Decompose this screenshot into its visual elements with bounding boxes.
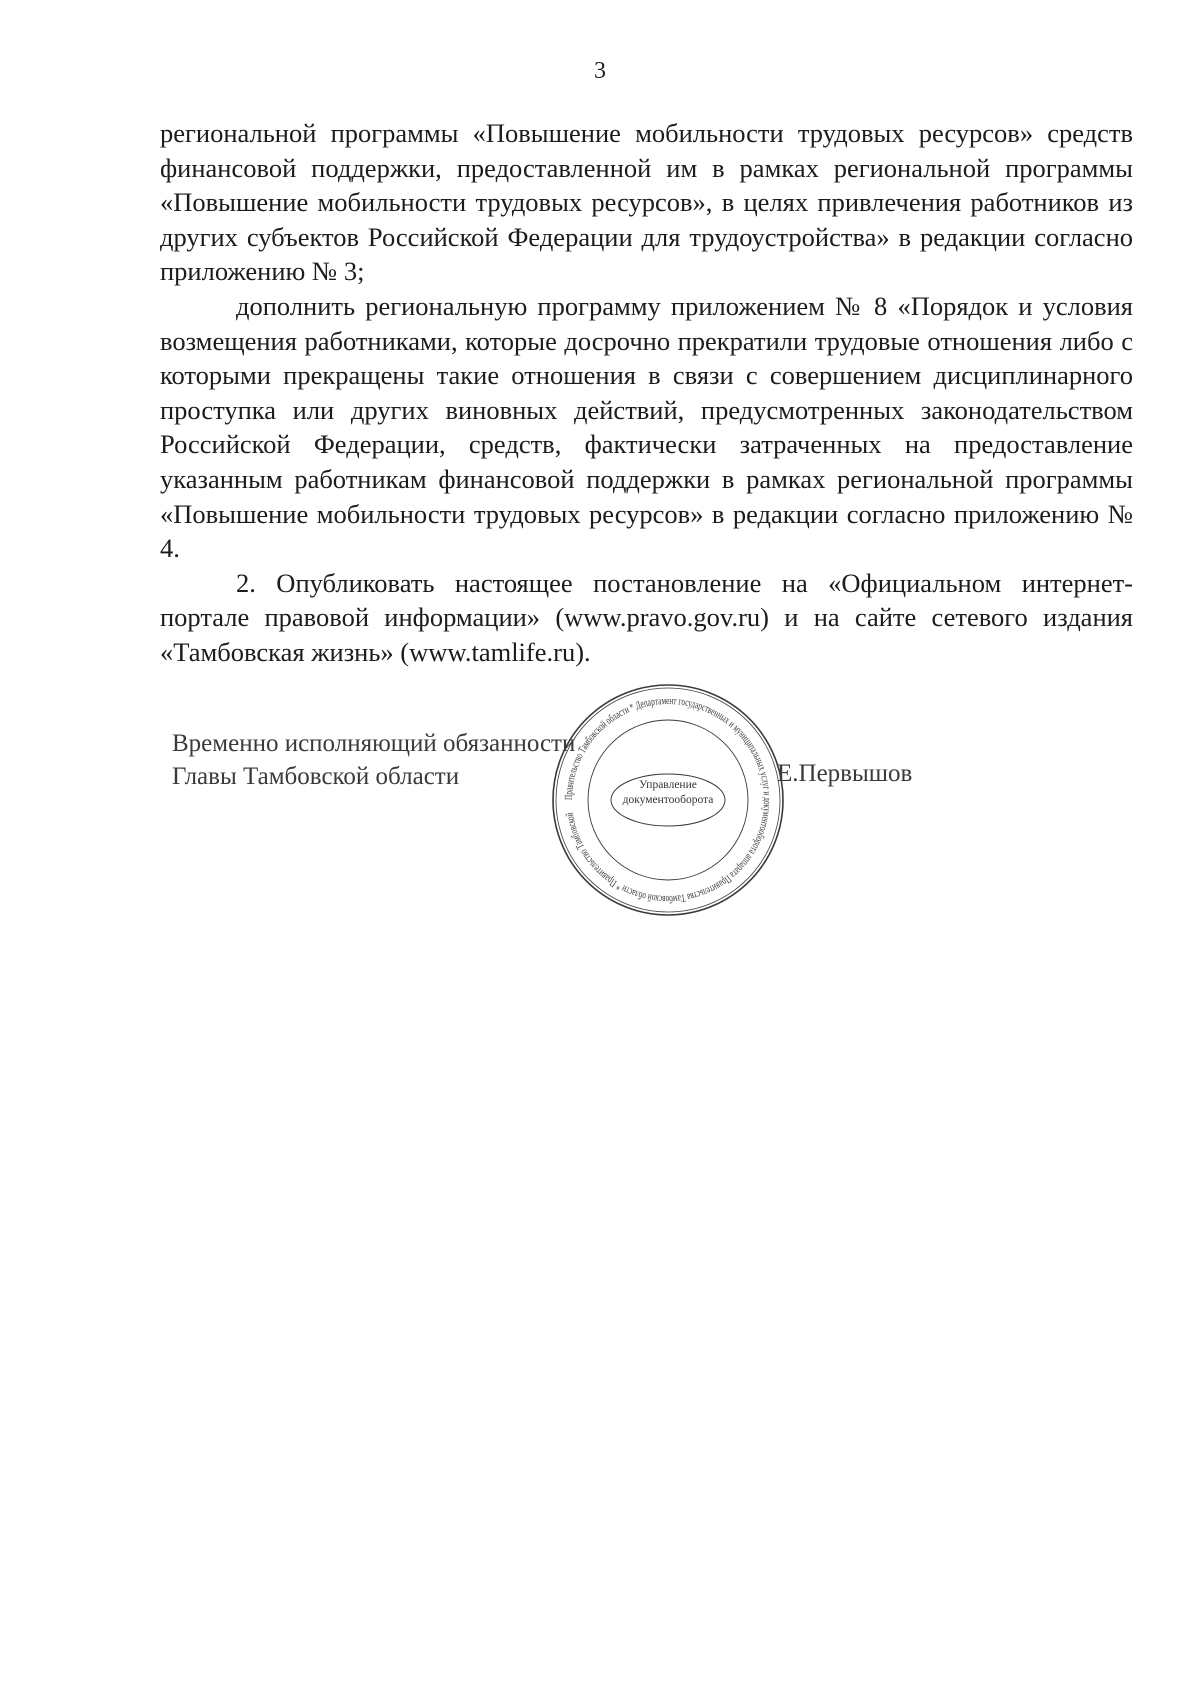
official-seal [548, 680, 788, 920]
paragraph-1: региональной программы «Повышение мобильности трудовых ресурсов» средств финансовой поддержки, предоставленной им в рамках региональной программы «Повышение мобильности трудовых ресурсов», в целях привлечения работников из других субъектов Российской Федерации для трудоустройства» в редакции согласно приложению № 3; [160, 118, 1133, 287]
signatory-position-line-1: Временно исполняющий обязанности [172, 730, 576, 757]
seal-ring-text: Правительство Тамбовской области * Департамент государственных и муниципальных услуг и документооборота аппарата Правительства Тамбовской области * Правительство Тамбовской [562, 694, 774, 906]
signatory-name: Е.Первышов [777, 760, 913, 787]
paragraph-3: 2. Опубликовать настоящее постановление на «Официальном интернет-портале правовой информации» (www.pravo.gov.ru) и на сайте сетевого издания «Тамбовская жизнь» (www.tamlife.ru). [160, 567, 1133, 667]
seal-center-line-1: Управление [639, 779, 697, 791]
paragraph-2: дополнить региональную программу приложением № 8 «Порядок и условия возмещения работниками, которые досрочно прекратили трудовые отношения либо с которыми прекращены такие отношения в связи с совершением дисциплинарного проступка или других виновных действий, предусмотренных законодательством Российской Федерации, средств, фактически затраченных на предоставление указанным работникам финансовой поддержки в рамках региональной программы «Повышение мобильности трудовых ресурсов» в редакции согласно приложению № 4. [160, 290, 1133, 564]
signatory-position-line-2: Главы Тамбовской области [172, 763, 460, 790]
seal-center-line-2: документооборота [622, 794, 714, 806]
document-body [160, 116, 1133, 670]
page-number: 3 [594, 58, 606, 84]
seal-center-text [608, 778, 728, 808]
